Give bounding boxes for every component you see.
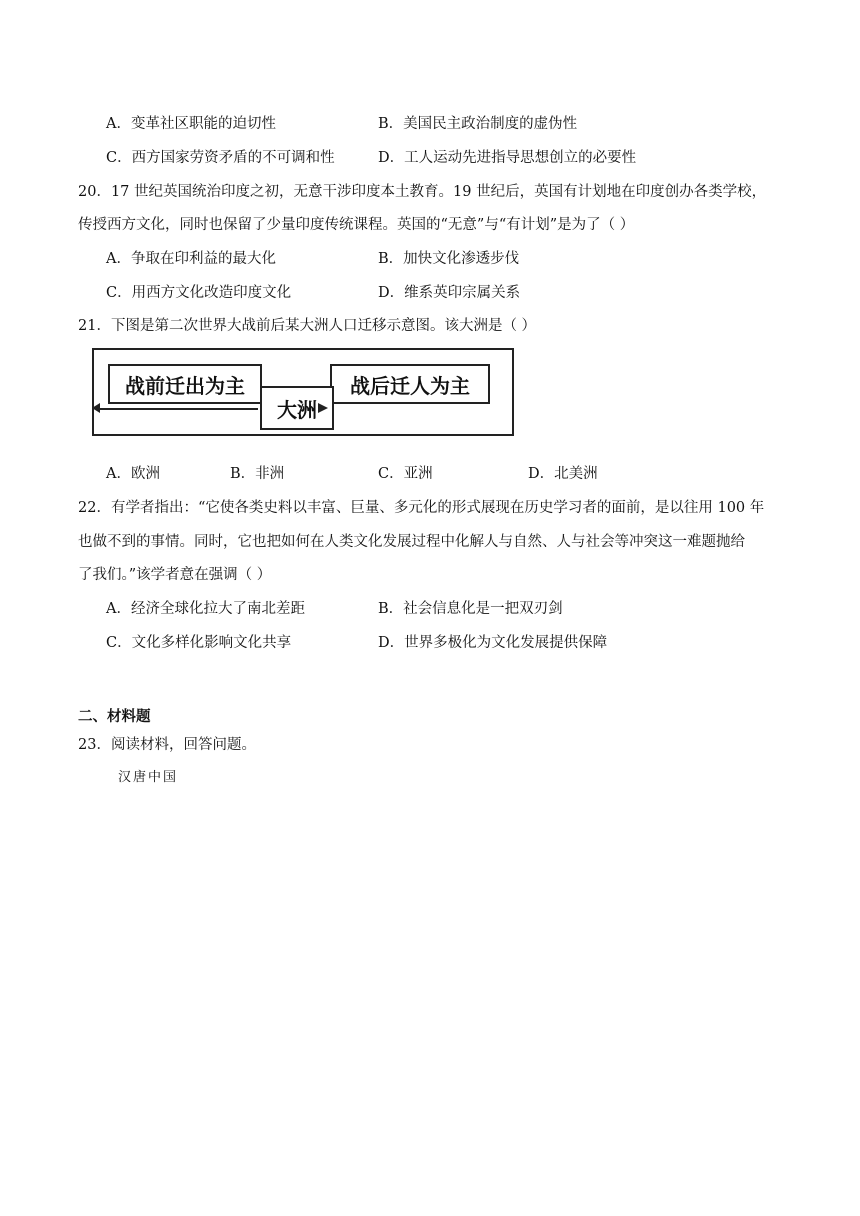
q22-stem-line2: 也做不到的事情。同时，它也把如何在人类文化发展过程中化解人与自然、人与社会等冲突这一难题抛给 bbox=[78, 534, 745, 550]
q21-option-b: B．非洲 bbox=[230, 466, 285, 482]
q20-stem-line2: 传授西方文化，同时也保留了少量印度传统课程。英国的“无意”与“有计划”是为了（ ） bbox=[78, 217, 635, 233]
q19-option-d: D．工人运动先进指导思想创立的必要性 bbox=[378, 150, 637, 166]
q22-option-c: C．文化多样化影响文化共享 bbox=[106, 635, 292, 651]
q20-option-d: D．维系英印宗属关系 bbox=[378, 285, 521, 301]
q20-option-b: B．加快文化渗透步伐 bbox=[378, 251, 520, 267]
q20-option-a: A．争取在印利益的最大化 bbox=[106, 251, 276, 267]
q22-stem-line3: 了我们。”该学者意在强调（ ） bbox=[78, 567, 272, 583]
q22-option-d: D．世界多极化为文化发展提供保障 bbox=[378, 635, 608, 651]
q23-stem: 23．阅读材料，回答问题。 bbox=[78, 737, 256, 753]
outflow-arrowhead bbox=[92, 403, 100, 413]
diagram-box-prewar: 战前迁出为主 bbox=[108, 364, 262, 404]
q19-option-c: C．西方国家劳资矛盾的不可调和性 bbox=[106, 150, 335, 166]
migration-diagram bbox=[92, 348, 512, 436]
q22-option-b: B．社会信息化是一把双刃剑 bbox=[378, 601, 563, 617]
material-title: 汉唐中国 bbox=[118, 770, 179, 785]
q19-option-a: A．变革社区职能的迫切性 bbox=[106, 116, 276, 132]
q19-option-b: B．美国民主政治制度的虚伪性 bbox=[378, 116, 578, 132]
q20-option-c: C．用西方文化改造印度文化 bbox=[106, 285, 292, 301]
outflow-arrow-line bbox=[98, 408, 258, 410]
q20-stem-line1: 20．17 世纪英国统治印度之初，无意干涉印度本土教育。19 世纪后，英国有计划地在印度创办各类学校， bbox=[78, 184, 767, 200]
section-heading: 二、材料题 bbox=[78, 709, 151, 725]
diagram-box-postwar: 战后迁人为主 bbox=[330, 364, 490, 404]
q22-stem-line1: 22．有学者指出：“它使各类史料以丰富、巨量、多元化的形式展现在历史学习者的面前，是以往用 100 年 bbox=[78, 500, 765, 516]
diagram-box-continent: 大洲 bbox=[260, 386, 334, 430]
q21-stem: 21．下图是第二次世界大战前后某大洲人口迁移示意图。该大洲是（ ） bbox=[78, 318, 537, 334]
q21-option-d: D．北美洲 bbox=[528, 466, 598, 482]
inflow-arrowhead bbox=[318, 403, 328, 413]
q21-option-a: A．欧洲 bbox=[106, 466, 160, 482]
q21-option-c: C．亚洲 bbox=[378, 466, 433, 482]
q22-option-a: A．经济全球化拉大了南北差距 bbox=[106, 601, 305, 617]
